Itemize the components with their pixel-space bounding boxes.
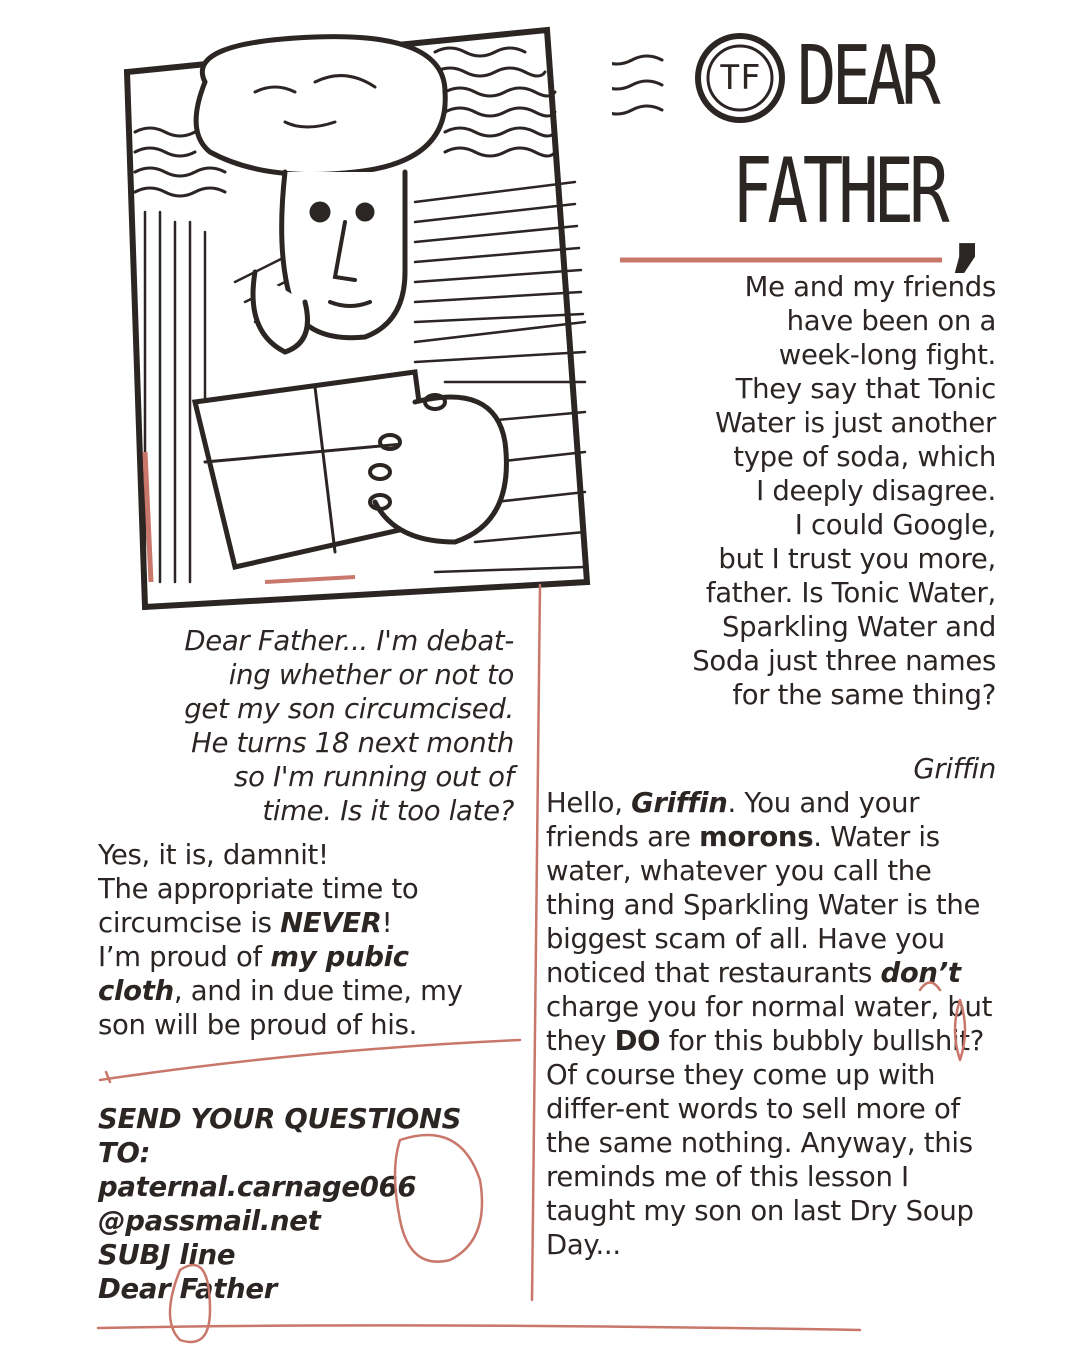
q2-line: get my son circumcised. <box>184 693 514 725</box>
q1-line: Water is just another <box>715 407 996 439</box>
a2-line: Yes, it is, damnit! <box>98 839 329 871</box>
a2-line: son will be proud of his. <box>98 1009 418 1041</box>
send-line: Dear Father <box>98 1273 277 1305</box>
q1-line: for the same thing? <box>732 679 996 711</box>
answer1-text: Hello, <box>546 787 632 819</box>
answer1-name: Griffin <box>631 787 728 819</box>
letter1-signature: Griffin <box>913 753 996 785</box>
q1-line: type of soda, which <box>733 441 996 473</box>
send-line: SEND YOUR QUESTIONS <box>98 1103 462 1135</box>
answer1-text: . You and your friends are <box>546 787 920 853</box>
logo-initials: TF <box>719 58 761 98</box>
a2-text: , and in due time, my <box>173 975 463 1007</box>
q1-line: They say that Tonic <box>735 373 996 405</box>
a2-emphasis: my pubic <box>270 941 409 973</box>
q1-line: father. Is Tonic Water, <box>705 577 996 609</box>
a2-emphasis: cloth <box>98 975 174 1007</box>
q1-line: Me and my friends <box>744 271 996 303</box>
q2-line: time. Is it too late? <box>262 795 514 827</box>
q2-line: ing whether or not to <box>228 659 514 691</box>
a2-text: circumcise is <box>98 907 281 939</box>
send-email: @passmail.net <box>98 1205 321 1237</box>
q1-line: week-long fight. <box>778 339 996 371</box>
a2-emphasis: NEVER <box>280 907 382 939</box>
answer1-text: charge you for normal water, but they <box>546 991 993 1057</box>
q1-line: have been on a <box>786 305 996 337</box>
send-line: SUBJ line <box>98 1239 236 1271</box>
q1-line: Soda just three names <box>692 645 996 677</box>
a2-line: The appropriate time to <box>98 873 419 905</box>
answer1-emphasis: don’t <box>880 957 961 989</box>
q2-line: so I'm running out of <box>234 761 514 793</box>
a2-text: ! <box>381 907 393 939</box>
answer1-emphasis: morons <box>699 821 814 853</box>
send-email: paternal.carnage066 <box>98 1171 417 1203</box>
answer1-emphasis: DO <box>614 1025 661 1057</box>
a2-text: I’m proud of <box>98 941 271 973</box>
title-comma: , <box>950 177 985 282</box>
answer1-text: for this bubbly bullshit? Of course they come up with differ-ent words to sell more of the same nothing. Anyway, this reminds me of this lesson I taught my son on last Dry Soup Day... <box>546 1025 985 1261</box>
answer1-text: . Water is water, whatever you call the thing and Sparkling Water is the biggest scam of all. Have you noticed that restaurants <box>546 821 981 989</box>
q1-line: Sparkling Water and <box>722 611 996 643</box>
title-father: FATHER <box>732 139 945 244</box>
q2-line: Dear Father... I'm debat- <box>184 625 514 657</box>
send-line: TO: <box>98 1137 151 1169</box>
q2-line: He turns 18 next month <box>191 727 514 759</box>
q1-line: but I trust you more, <box>718 543 996 575</box>
q1-line: I deeply disagree. <box>756 475 996 507</box>
title-dear: DEAR <box>797 29 936 124</box>
q1-line: I could Google, <box>794 509 996 541</box>
